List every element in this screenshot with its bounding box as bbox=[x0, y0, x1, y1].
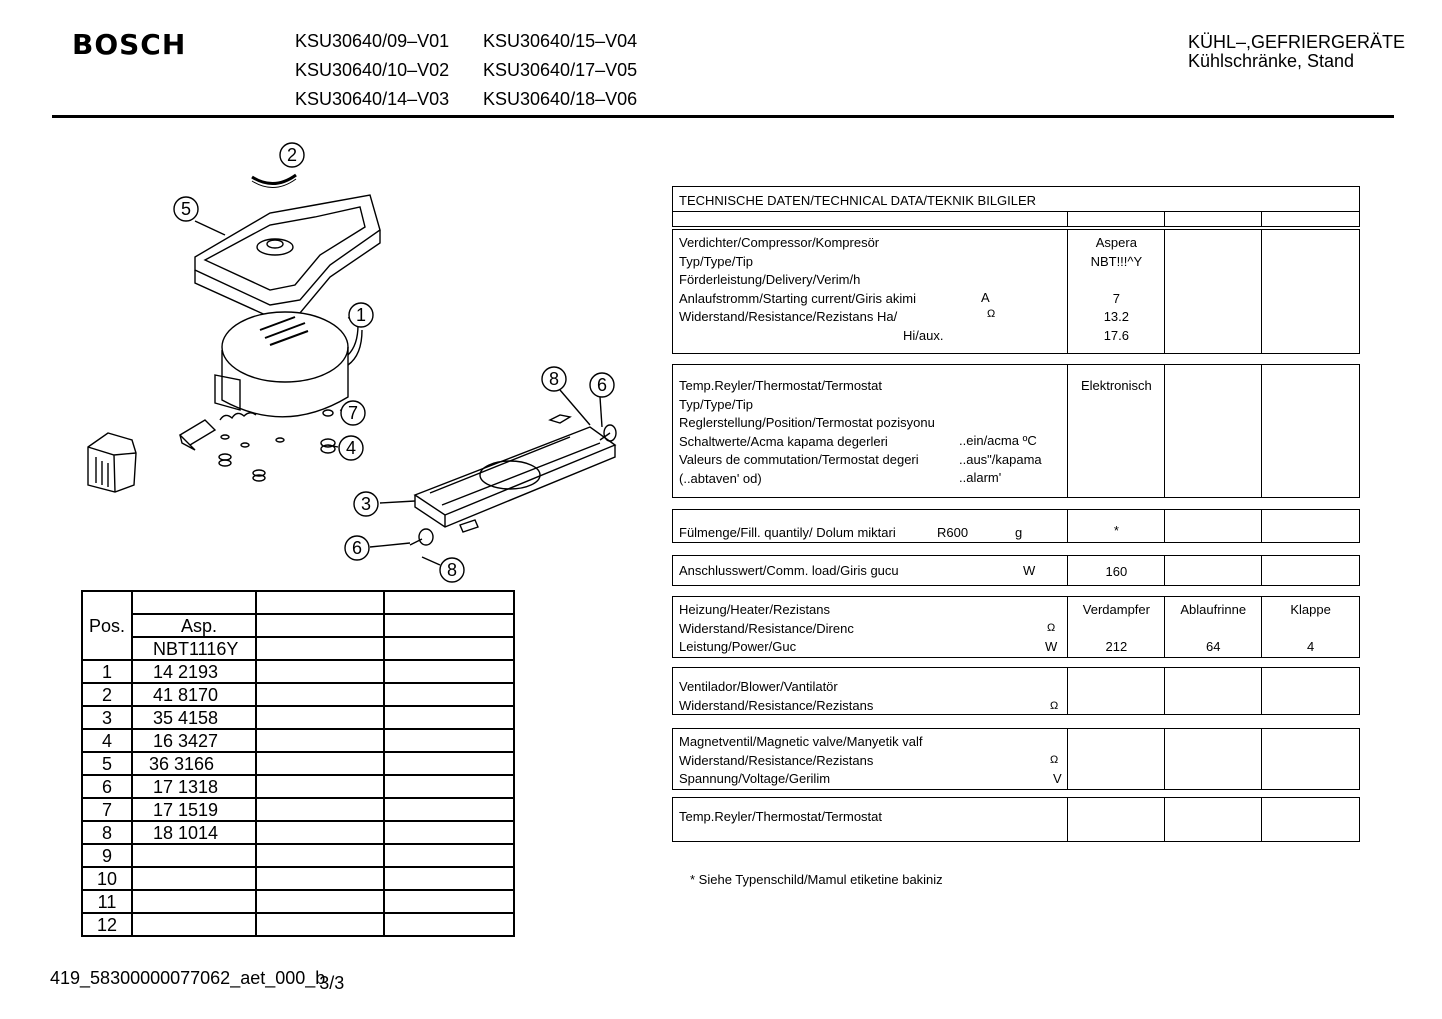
callout-label: 1 bbox=[355, 305, 367, 325]
table-row: 1 14 2193 bbox=[82, 660, 514, 683]
brand-logo: BOSCH bbox=[72, 28, 187, 61]
table-row: 6 17 1318 bbox=[82, 775, 514, 798]
model-number: KSU30640/15–V04 bbox=[483, 31, 638, 51]
load-section: Anschlusswert/Comm. load/Giris gucu W 160 bbox=[672, 555, 1360, 586]
table-row: 9 bbox=[82, 844, 514, 867]
table-row: 7 17 1519 bbox=[82, 798, 514, 821]
table-row: 10 bbox=[82, 867, 514, 890]
model-number: KSU30640/18–V06 bbox=[483, 89, 638, 109]
table-row: 11 bbox=[82, 890, 514, 913]
blower-section: Ventilador/Blower/Vantilatör Widerstand/Resistance/Rezistans Ω bbox=[672, 667, 1360, 715]
callout-label: 8 bbox=[446, 560, 458, 580]
model-number: KSU30640/17–V05 bbox=[483, 60, 638, 80]
table-row: 4 16 3427 bbox=[82, 729, 514, 752]
table-row: 8 18 1014 bbox=[82, 821, 514, 844]
header-rule bbox=[52, 115, 1394, 118]
thermostat-section: Temp.Reyler/Thermostat/Termostat Typ/Type/Tip Reglerstellung/Position/Termostat pozisyonu Schaltwerte/Acma kapama degerleri Valeurs de commutation/Termostat degeri (..abtaven' od) ..ein/acma ºC ..aus"/kapama ..alarm' Elektronisch bbox=[672, 364, 1360, 498]
callout-label: 2 bbox=[286, 145, 298, 165]
tech-title-block bbox=[672, 186, 1360, 227]
table-row: 3 35 4158 bbox=[82, 706, 514, 729]
category-line: KÜHL–,GEFRIERGERÄTE bbox=[1187, 32, 1405, 52]
parts-table bbox=[81, 590, 515, 937]
model-number: KSU30640/14–V03 bbox=[295, 89, 450, 109]
table-row: 5 36 3166 bbox=[82, 752, 514, 775]
callout-label: 5 bbox=[180, 199, 192, 219]
callout-label: 6 bbox=[351, 538, 363, 558]
table-row: 2 41 8170 bbox=[82, 683, 514, 706]
heater-section: Heizung/Heater/Rezistans Widerstand/Resistance/Direnc Leistung/Power/Guc Ω W Verdampfer 212 Ablaufrinne 64 Klappe 4 bbox=[672, 596, 1360, 658]
model-number: KSU30640/10–V02 bbox=[295, 60, 450, 80]
variant-header: Asp. bbox=[132, 614, 256, 637]
table-row: 12 bbox=[82, 913, 514, 936]
compressor-section: Verdichter/Compressor/Kompresör Typ/Type/Tip Förderleistung/Delivery/Verim/h Anlaufstromm/Starting current/Giris akimi Widerstand/Resistance/Rezistans Ha/ Hi/aux. A Ω Aspera NBT!!!^Y 7 13.2 17.6 bbox=[672, 229, 1360, 354]
model-list bbox=[295, 30, 663, 111]
compressor-type: NBT1116Y bbox=[132, 637, 256, 660]
model-number: KSU30640/09–V01 bbox=[295, 31, 450, 51]
category-line: Kühlschränke, Stand bbox=[1187, 51, 1355, 71]
product-category bbox=[1188, 33, 1405, 71]
page-number: 3/3 bbox=[319, 973, 345, 993]
fill-quantity-section: Fülmenge/Fill. quantily/ Dolum miktari R600 g * bbox=[672, 509, 1360, 543]
exploded-parts-drawing bbox=[70, 135, 630, 585]
callout-label: 7 bbox=[347, 403, 359, 423]
document-code: 419_58300000077062_aet_000_b bbox=[50, 968, 326, 988]
footnote: * Siehe Typenschild/Mamul etiketine bakiniz bbox=[690, 872, 943, 887]
pos-header: Pos. bbox=[82, 591, 132, 660]
callout-label: 3 bbox=[360, 494, 372, 514]
valve-section: Magnetventil/Magnetic valve/Manyetik valf Widerstand/Resistance/Rezistans Spannung/Voltage/Gerilim Ω V bbox=[672, 728, 1360, 790]
callout-label: 8 bbox=[548, 369, 560, 389]
thermostat2-section: Temp.Reyler/Thermostat/Termostat bbox=[672, 797, 1360, 842]
tech-title: TECHNISCHE DATEN/TECHNICAL DATA/TEKNIK BILGILER bbox=[673, 187, 1359, 212]
document-footer bbox=[50, 968, 350, 993]
callout-label: 4 bbox=[345, 438, 357, 458]
callout-label: 6 bbox=[596, 375, 608, 395]
